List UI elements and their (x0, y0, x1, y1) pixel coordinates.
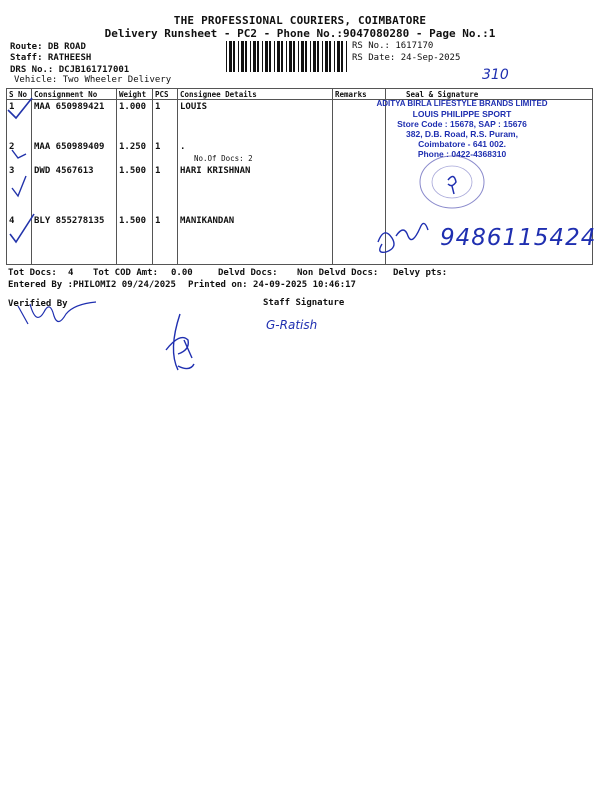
tot-cod-label: Tot COD Amt: (93, 268, 159, 278)
pcs-cell: 1 (153, 140, 178, 164)
verifier-signature (14, 298, 104, 332)
weight-cell: 1.000 (117, 100, 153, 140)
weight-cell: 1.500 (117, 214, 153, 265)
delvy-pts-label: Delvy pts: (393, 268, 448, 278)
stamp-line: Store Code : 15678, SAP : 15676 (397, 119, 527, 129)
pcs-cell: 1 (153, 214, 178, 265)
round-seal-icon (410, 150, 490, 212)
table-header-row (7, 89, 593, 100)
drs-label: DRS No.: DCJB161717001 (10, 65, 130, 75)
weight-cell: 1.250 (117, 140, 153, 164)
handwritten-phone: 9486115424 (440, 225, 597, 251)
consignment-cell: MAA 650989409 (32, 140, 117, 164)
consignment-cell: MAA 650989421 (32, 100, 117, 140)
stamp-line: ADITYA BIRLA LIFESTYLE BRANDS LIMITED (376, 99, 548, 108)
sno-cell: 3 (7, 164, 32, 214)
handwritten-number: 310 (482, 67, 509, 83)
sno-cell: 4 (7, 214, 32, 265)
route-label: Route: DB ROAD (10, 42, 86, 52)
stamp-line: LOUIS PHILIPPE SPORT (412, 109, 512, 119)
verified-by-label: Verified By (8, 299, 68, 309)
weight-cell: 1.500 (117, 164, 153, 214)
stamp-line: 382, D.B. Road, R.S. Puram, (406, 129, 518, 139)
barcode-image (225, 41, 349, 72)
rs-number: RS No.: 1617170 (352, 41, 434, 51)
runsheet-subtitle: Delivery Runsheet - PC2 - Phone No.:9047080280 - Page No.:1 (104, 27, 496, 40)
table-row (7, 164, 593, 214)
check-marks (6, 96, 42, 276)
non-delvd-docs-label: Non Delvd Docs: (297, 268, 379, 278)
header-seal: Seal & Signature (386, 89, 593, 100)
tot-docs-value: 4 (68, 268, 74, 278)
initial-signature (160, 310, 200, 378)
pcs-cell: 1 (153, 100, 178, 140)
consignee-cell: LOUIS (178, 100, 333, 140)
rs-date: RS Date: 24-Sep-2025 (352, 53, 461, 63)
check-mark-icon (10, 214, 34, 242)
consignee-cell (178, 140, 333, 164)
header-consignee: Consignee Details (178, 89, 333, 100)
printed-on: Printed on: 24-09-2025 10:46:17 (188, 280, 356, 290)
staff-label: Staff: RATHEESH (10, 53, 92, 63)
consignee-cell: HARI KRISHNAN (178, 164, 333, 214)
header-consignment: Consignment No (32, 89, 117, 100)
consignment-cell: BLY 855278135 (32, 214, 117, 265)
entered-by: Entered By :PHILOMI2 09/24/2025 (8, 280, 176, 290)
check-mark-icon (8, 98, 32, 118)
tot-cod-value: 0.00 (171, 268, 193, 278)
stamp-line: Phone : 0422-4368310 (417, 149, 507, 159)
check-mark-icon (12, 176, 26, 196)
check-mark-icon (12, 150, 26, 158)
recipient-signature (372, 214, 442, 262)
consignment-cell: DWD 4567613 (32, 164, 117, 214)
header-sno: S No (7, 89, 32, 100)
delvd-docs-label: Delvd Docs: (218, 268, 278, 278)
stamp-line: Coimbatore - 641 002. (418, 139, 506, 149)
header-pcs: PCS (153, 89, 178, 100)
tot-docs-label: Tot Docs: (8, 268, 57, 278)
staff-signature-label: Staff Signature (263, 298, 345, 308)
staff-handwritten-signature: G-Ratish (266, 318, 318, 332)
sno-cell: 1 (7, 100, 32, 140)
sno-cell: 2 (7, 140, 32, 164)
company-title: THE PROFESSIONAL COURIERS, COIMBATORE (173, 14, 427, 27)
consignee-text: . (180, 141, 186, 152)
pcs-cell: 1 (153, 164, 178, 214)
header-remarks: Remarks (333, 89, 386, 100)
vehicle-label: Vehicle: Two Wheeler Delivery (14, 75, 172, 85)
remarks-cell (333, 164, 386, 214)
header-weight: Weight (117, 89, 153, 100)
consignee-cell: MANIKANDAN (178, 214, 333, 265)
docs-count: No.Of Docs: 2 (194, 153, 253, 163)
